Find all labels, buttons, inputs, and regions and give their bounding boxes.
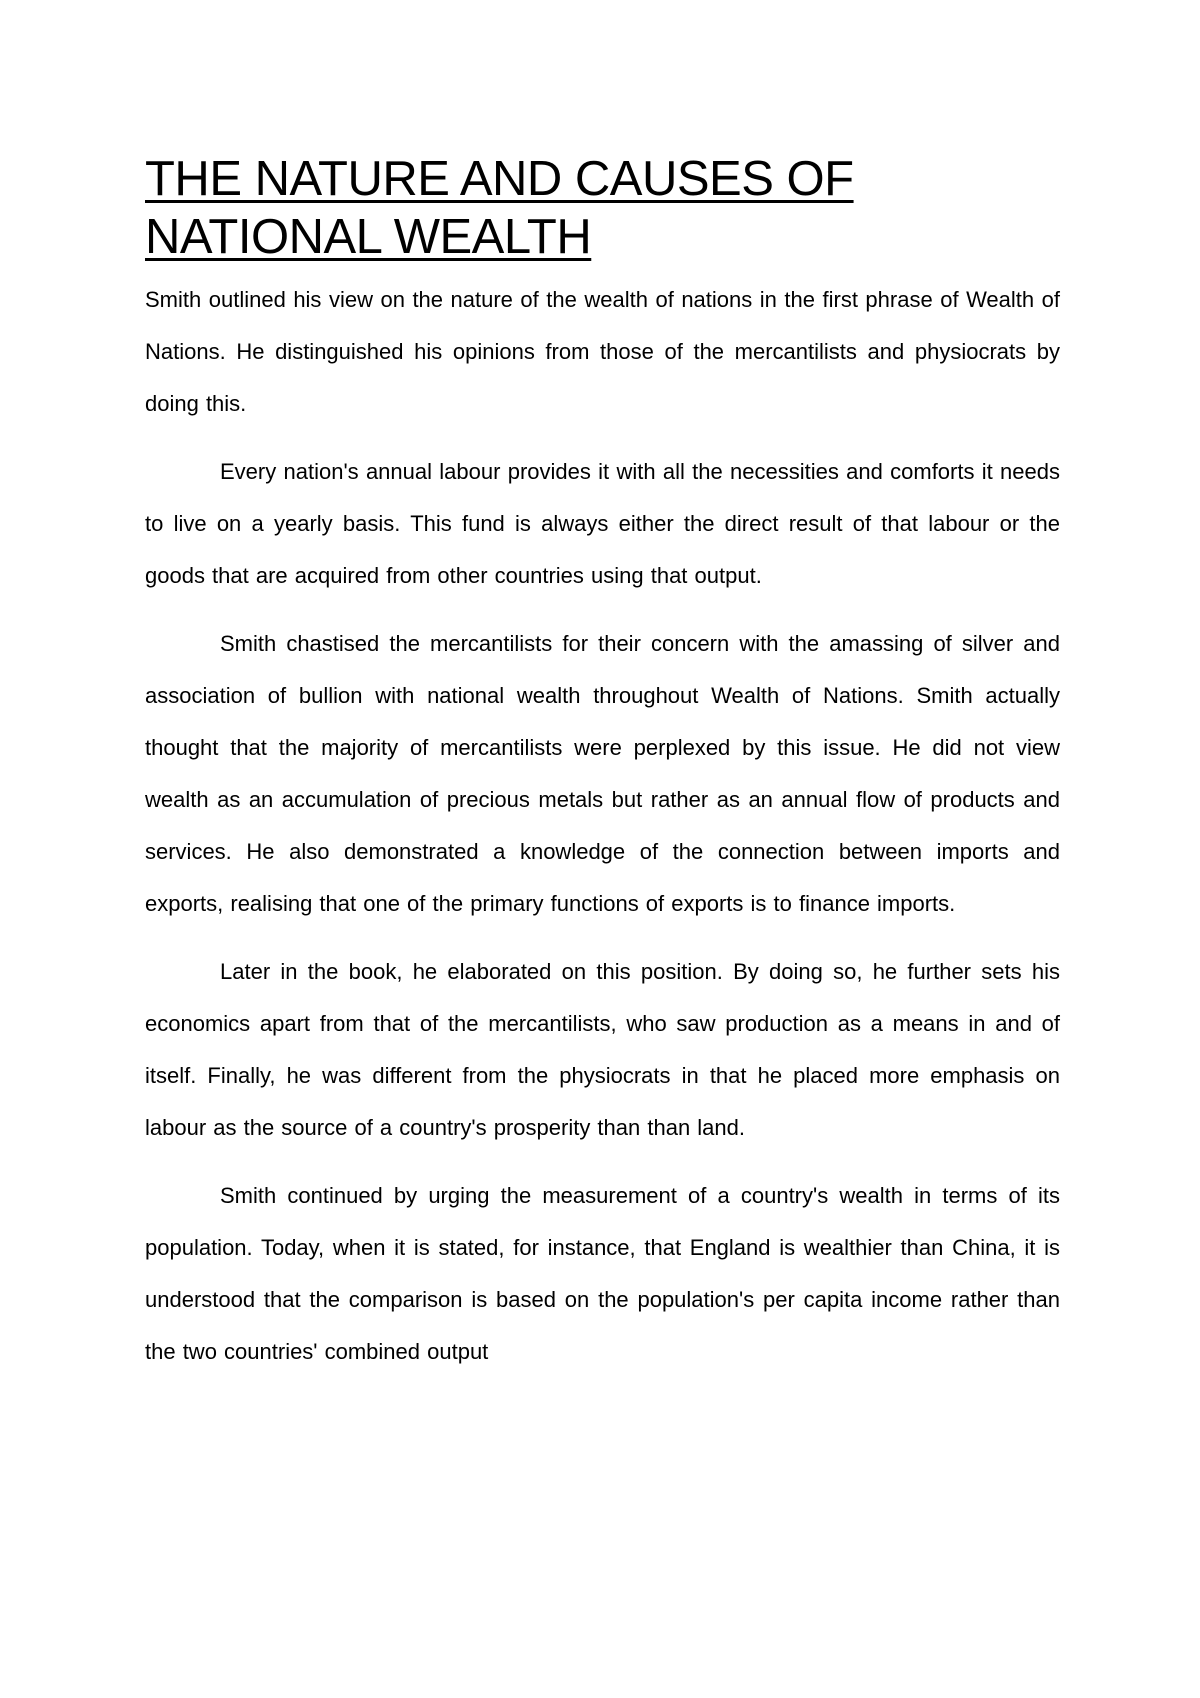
paragraph-4: Later in the book, he elaborated on this position. By doing so, he further sets his economics apart from that of the mercantilists, who saw production as a means in and of itself. Finally, he was different from the physiocrats in that he placed more emphasis on labour as the source of a country's prosperity than than land. bbox=[145, 959, 1060, 1140]
paragraph-1: Smith outlined his view on the nature of the wealth of nations in the first phrase of Wealth of Nations. He distinguished his opinions from those of the mercantilists and physiocrats by doing this. bbox=[145, 287, 1060, 416]
paragraph-5: Smith continued by urging the measurement of a country's wealth in terms of its population. Today, when it is stated, for instance, that England is wealthier than China, it is understood that the comparison is based on the population's per capita income rather than the two countries' combined output bbox=[145, 1183, 1060, 1364]
paragraph-3: Smith chastised the mercantilists for their concern with the amassing of silver and association of bullion with national wealth throughout Wealth of Nations. Smith actually thought that the majority of mercantilists were perplexed by this issue. He did not view wealth as an accumulation of precious metals but rather as an annual flow of products and services. He also demonstrated a knowledge of the connection between imports and exports, realising that one of the primary functions of exports is to finance imports. bbox=[145, 631, 1060, 916]
document-title: THE NATURE AND CAUSES OF NATIONAL WEALTH bbox=[145, 152, 854, 264]
paragraph-2: Every nation's annual labour provides it with all the necessities and comforts it needs to live on a yearly basis. This fund is always either the direct result of that labour or the goods that are acquired from other countries using that output. bbox=[145, 459, 1060, 588]
document-content bbox=[145, 150, 1060, 1394]
document-body bbox=[145, 274, 1060, 1378]
